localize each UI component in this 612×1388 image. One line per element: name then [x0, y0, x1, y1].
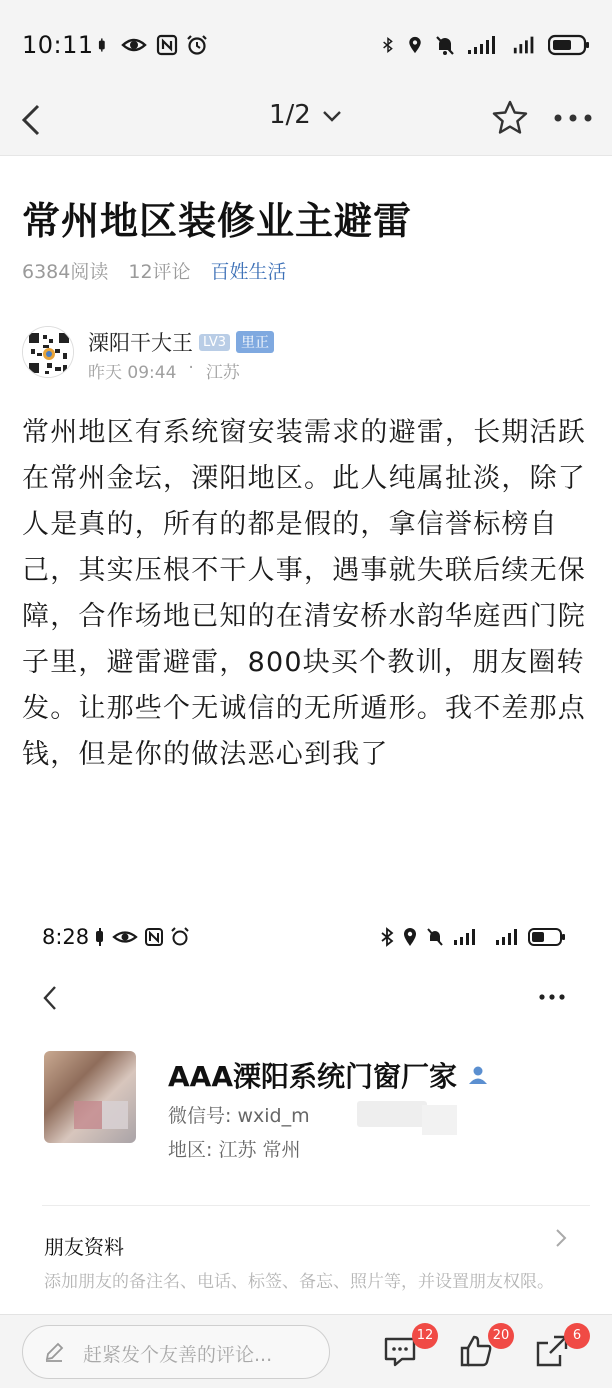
battery-icon — [548, 34, 590, 56]
embedded-screenshot[interactable] — [22, 905, 590, 1315]
page-indicator-label: 1/2 — [268, 100, 311, 130]
like-count-badge: 20 — [488, 1323, 514, 1349]
pencil-icon — [43, 1341, 65, 1363]
signal-icon — [452, 927, 486, 947]
friend-info-label: 朋友资料 — [44, 1235, 124, 1259]
alarm-icon — [186, 34, 208, 56]
contact-region: 地区: 江苏 常州 — [168, 1139, 301, 1161]
redacted-block — [357, 1101, 427, 1127]
role-badge: 里正 — [236, 331, 274, 353]
pixelation-block — [74, 1101, 102, 1129]
divider — [42, 1205, 590, 1206]
embedded-more-icon — [538, 989, 566, 1005]
status-icons-right — [380, 34, 590, 56]
level-badge: LV3 — [199, 334, 230, 351]
comment-count[interactable]: 12评论 — [128, 261, 191, 283]
embedded-status-icons-left — [94, 927, 190, 947]
location-icon — [402, 927, 418, 947]
eye-icon — [112, 927, 138, 947]
embedded-status-icons-right — [380, 927, 566, 947]
embedded-status-time: 8:28 — [42, 925, 90, 949]
mute-icon — [426, 927, 444, 947]
bottom-action-bar — [0, 1314, 612, 1388]
status-bar — [0, 0, 612, 84]
post-time: 昨天 09:44 — [88, 363, 177, 383]
wechat-id: 微信号: wxid_m — [168, 1105, 310, 1127]
contact-avatar — [44, 1051, 136, 1143]
bluetooth-icon — [380, 927, 394, 947]
nfc-icon — [144, 927, 164, 947]
status-time: 10:11 — [22, 31, 94, 59]
mute-icon — [434, 34, 456, 56]
post-location: 江苏 — [205, 363, 240, 383]
status-icons-left — [96, 34, 208, 56]
comment-input[interactable] — [22, 1325, 330, 1379]
article-meta — [22, 257, 287, 284]
topic-link[interactable]: 百姓生活 — [210, 261, 287, 283]
more-icon[interactable] — [552, 104, 594, 132]
chevron-down-icon — [321, 109, 343, 123]
author-name-row — [88, 327, 274, 357]
top-nav-bar — [0, 84, 612, 156]
author-row — [22, 326, 590, 382]
redacted-block — [422, 1105, 457, 1135]
author-name[interactable]: 溧阳干大王 — [88, 331, 193, 355]
battery-icon — [528, 927, 566, 947]
app-notification-icon — [96, 34, 112, 56]
avatar[interactable] — [22, 326, 74, 378]
person-icon — [467, 1064, 489, 1086]
eye-icon — [120, 34, 148, 56]
contact-name: AAA溧阳系统门窗厂家 — [168, 1060, 458, 1093]
location-icon — [406, 34, 424, 56]
pixelation-block — [102, 1101, 128, 1129]
author-subline — [88, 358, 240, 383]
read-count: 6384阅读 — [22, 261, 109, 283]
like-button[interactable] — [458, 1328, 510, 1373]
alarm-icon — [170, 927, 190, 947]
comment-count-badge: 12 — [412, 1323, 438, 1349]
signal-icon — [512, 34, 538, 56]
chevron-right-icon — [554, 1227, 568, 1249]
star-icon[interactable] — [490, 98, 530, 138]
share-count-badge: 6 — [564, 1323, 590, 1349]
article-body: 常州地区有系统窗安装需求的避雷，长期活跃在常州金坛，溧阳地区。此人纯属扯淡，除了人是真的，所有的都是假的，拿信誉标榜自己，其实压根不干人事，遇事就失联后续无保障，合作场地已知的在清安桥水韵华庭西门院子里，避雷避雷，800块买个教训，朋友圈转发。让那些个无诚信的无所遁形。我不差那点钱，但是你的做法恶心到我了 — [22, 417, 586, 770]
bluetooth-icon — [380, 34, 396, 56]
contact-name-row — [168, 1055, 489, 1095]
signal-icon — [466, 34, 502, 56]
comment-placeholder: 赶紧发个友善的评论... — [83, 1344, 273, 1366]
share-button[interactable] — [534, 1328, 582, 1373]
comments-button[interactable] — [382, 1328, 434, 1373]
qr-avatar-image — [23, 327, 74, 378]
signal-icon — [494, 927, 520, 947]
meta-separator: · — [188, 358, 194, 378]
embedded-back-icon — [40, 983, 60, 1013]
app-notification-icon — [94, 927, 106, 947]
article-title: 常州地区装修业主避雷 — [22, 199, 413, 243]
nfc-icon — [156, 34, 178, 56]
friend-info-note: 添加朋友的备注名、电话、标签、备忘、照片等，并设置朋友权限。 — [44, 1272, 554, 1292]
